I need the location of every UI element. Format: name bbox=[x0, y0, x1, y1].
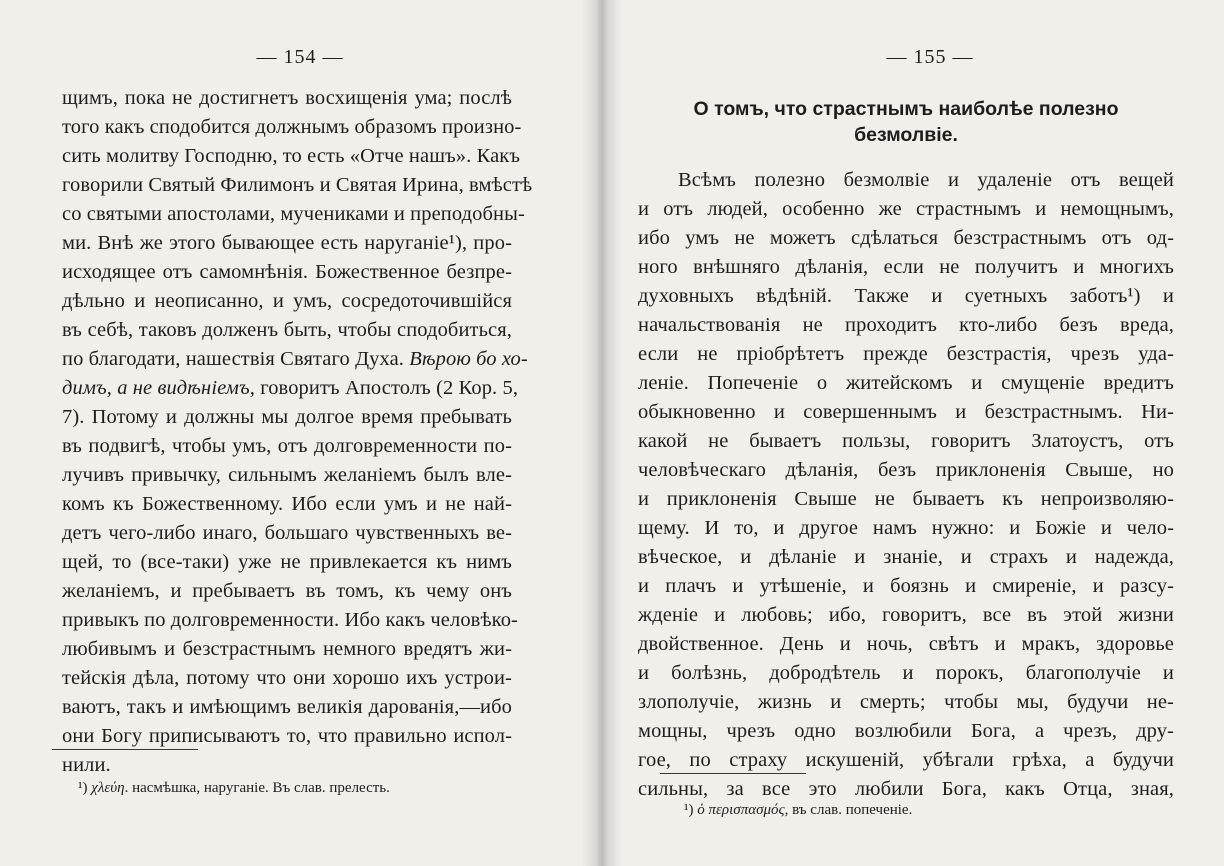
right-page-text bbox=[638, 166, 1174, 804]
text-line: 7). Потому и должны мы долгое время пребывать bbox=[62, 406, 512, 428]
text-line: и болѣзнь, добродѣтель и порокъ, благополучіе и bbox=[638, 662, 1174, 684]
text-line: Всѣмъ полезно безмолвіе и удаленіе отъ вещей bbox=[678, 169, 1174, 191]
text-line: ного внѣшняго дѣланія, если не получитъ и многихъ bbox=[638, 256, 1174, 278]
text-segment: по благодати, нашествія Святаго Духа. bbox=[62, 348, 405, 370]
footnote-greek: ὁ περισπασμός bbox=[697, 802, 785, 818]
text-line: и плачъ и утѣшеніе, и боязнь и смиреніе, и разсу- bbox=[638, 575, 1174, 597]
text-segment: говоритъ Апостолъ (2 Кор. 5, bbox=[260, 377, 519, 399]
page-number-right: — 155 — bbox=[886, 46, 974, 68]
left-page-text bbox=[62, 84, 533, 780]
text-line: духовныхъ вѣдѣній. Также и суетныхъ заботъ¹) и bbox=[638, 285, 1174, 307]
text-line: со святыми апостолами, мучениками и преподобны- bbox=[62, 203, 525, 225]
footnote-marker: ¹) bbox=[684, 802, 694, 818]
footnote-marker: ¹) bbox=[78, 780, 88, 796]
text-line: вѣческое, и дѣланіе и знаніе, и страхъ и надежда, bbox=[638, 546, 1174, 568]
text-line: гое, по страху искушеній, убѣгали грѣха, а будучи bbox=[638, 749, 1174, 771]
chapter-heading bbox=[636, 96, 1176, 148]
text-line: сить молитву Господню, то есть «Отче нашъ». Какъ bbox=[62, 145, 521, 167]
text-line: въ подвигѣ, чтобы умъ, отъ долговременности по- bbox=[62, 435, 512, 457]
text-line: если не пріобрѣтетъ прежде безстрастія, чрезъ уда- bbox=[638, 343, 1174, 365]
text-line: человѣческаго дѣланія, безъ приклоненія Свыше, но bbox=[638, 459, 1174, 481]
footnote-text: . насмѣшка, наруганіе. Въ слав. прелесть. bbox=[124, 780, 390, 796]
footnote-divider bbox=[52, 749, 198, 750]
text-line: злополучіе, жизнь и смерть; чтобы мы, будучи не- bbox=[638, 691, 1174, 713]
text-line: щимъ, пока не достигнетъ восхищенія ума; послѣ bbox=[62, 87, 512, 109]
footnote-divider bbox=[660, 773, 806, 774]
text-line bbox=[62, 374, 519, 403]
heading-line: безмолвіе. bbox=[854, 124, 958, 146]
footnote-right bbox=[684, 800, 912, 820]
text-line: двойственное. День и ночь, свѣтъ и мракъ, здоровье bbox=[638, 633, 1174, 655]
text-line: того какъ сподобится должнымъ образомъ произно- bbox=[62, 116, 522, 138]
left-page bbox=[0, 0, 600, 866]
right-page bbox=[600, 0, 1224, 866]
text-line: ибо умъ не можетъ сдѣлаться безстрастнымъ отъ од- bbox=[638, 227, 1174, 249]
italic-quote: Вѣрою бо хо- bbox=[409, 348, 528, 370]
heading-line: О томъ, что страстнымъ наиболѣе полезно bbox=[693, 98, 1119, 120]
text-line: говорили Святый Филимонъ и Святая Ирина, вмѣстѣ bbox=[62, 174, 533, 196]
footnote-text: , въ слав. попеченіе. bbox=[784, 802, 913, 818]
text-line: исходящее отъ самомнѣнія. Божественное безпре- bbox=[62, 261, 512, 283]
text-line: мощны, чрезъ одно возлюбили Бога, а чрезъ, дру- bbox=[638, 720, 1174, 742]
text-line: комъ къ Божественному. Ибо если умъ и не най- bbox=[62, 493, 512, 515]
text-line: любивымъ и безстрастнымъ немного вредятъ жи- bbox=[62, 638, 512, 660]
text-line: леніе. Попеченіе о житейскомъ и смущеніе вредитъ bbox=[638, 372, 1174, 394]
text-line bbox=[62, 345, 528, 374]
text-line: какой не бываетъ пользы, говоритъ Златоустъ, отъ bbox=[638, 430, 1174, 452]
text-line: въ себѣ, таковъ долженъ быть, чтобы сподобиться, bbox=[62, 319, 512, 341]
text-line: щей, то (все-таки) уже не привлекается къ нимъ bbox=[62, 551, 512, 573]
text-line: жденіе и любовь; ибо, говоритъ, все въ этой жизни bbox=[638, 604, 1174, 626]
text-line: привыкъ по долговременности. Ибо какъ человѣко- bbox=[62, 609, 518, 631]
text-line: и отъ людей, особенно же страстнымъ и немощнымъ, bbox=[638, 198, 1174, 220]
text-line: ваютъ, такъ и имѣющимъ великія дарованія,—ибо bbox=[62, 696, 512, 718]
text-line: детъ чего-либо инаго, большаго чувственныхъ ве- bbox=[62, 522, 512, 544]
italic-quote: димъ, а не видѣніемъ, bbox=[62, 377, 255, 399]
text-line: лучивъ привычку, сильнымъ желаніемъ былъ вле- bbox=[62, 464, 512, 486]
text-line: и приклоненія Свыше не бываетъ къ непроизволяю- bbox=[638, 488, 1174, 510]
text-line: тейскія дѣла, потому что они хорошо ихъ устрои- bbox=[62, 667, 512, 689]
text-line: щему. И то, и другое намъ нужно: и Божіе и чело- bbox=[638, 517, 1174, 539]
text-line: ми. Внѣ же этого бывающее есть наруганіе¹), про- bbox=[62, 232, 512, 254]
text-line: обыкновенно и совершеннымъ и безстрастнымъ. Ни- bbox=[638, 401, 1174, 423]
text-line: нили. bbox=[62, 754, 111, 776]
text-line: они Богу приписываютъ то, что правильно испол- bbox=[62, 725, 512, 747]
footnote-greek: χλεύη bbox=[91, 780, 125, 796]
footnote-left bbox=[78, 778, 390, 798]
text-line: начальствованія не проходитъ кто-либо безъ вреда, bbox=[638, 314, 1174, 336]
text-line: сильны, за все это любили Бога, какъ Отца, зная, bbox=[638, 778, 1174, 800]
text-line: желаніемъ, и пребываетъ въ томъ, къ чему онъ bbox=[62, 580, 512, 602]
page-number-left: — 154 — bbox=[256, 46, 344, 68]
text-line: дѣльно и неописанно, и умъ, сосредоточившійся bbox=[62, 290, 512, 312]
